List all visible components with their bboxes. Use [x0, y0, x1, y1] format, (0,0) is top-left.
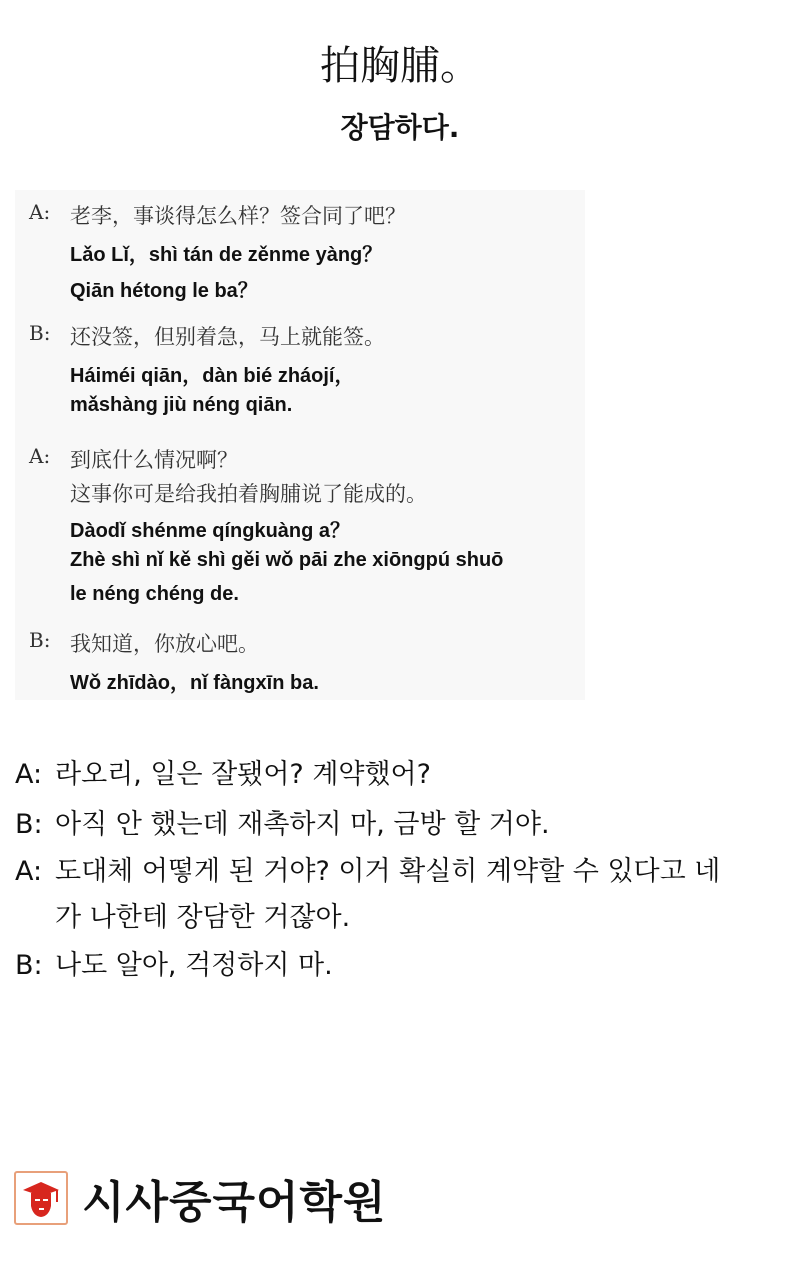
korean-text: 가 나한테 장담한 거잖아. [55, 902, 351, 933]
academy-name: 시사중국어학원 [82, 1177, 387, 1228]
speaker-label: B: [15, 809, 43, 840]
pinyin-line: Zhè shì nǐ kě shì gěi wǒ pāi zhe xiōngpú shuō [70, 549, 504, 571]
graduate-head-icon [14, 1171, 68, 1225]
chinese-line: 到底什么情况啊？ [70, 448, 238, 472]
speaker-label: A: [29, 200, 51, 224]
speaker-label: A: [15, 759, 43, 790]
chinese-line: 这事你可是给我拍着胸脯说了能成的。 [70, 482, 427, 506]
speaker-label: B: [29, 628, 51, 652]
pinyin-line: Lǎo Lǐ，shì tán de zěnme yàng？ [70, 244, 383, 266]
korean-line [15, 854, 720, 890]
korean-line [15, 948, 333, 984]
pinyin-line: Háiméi qiān，dàn bié zháojí， [70, 365, 355, 387]
speaker-label: A: [15, 856, 43, 887]
pinyin-line: Qiān hétong le ba？ [70, 280, 258, 302]
korean-line [15, 757, 431, 793]
chinese-dialogue-box [15, 190, 585, 700]
korean-line [15, 807, 550, 843]
pinyin-line: mǎshàng jiù néng qiān. [70, 394, 293, 416]
speaker-label: A: [29, 444, 51, 468]
academy-logo [14, 1166, 387, 1230]
korean-line [15, 900, 350, 936]
pinyin-line: le néng chéng de. [70, 583, 239, 605]
speaker-label: B: [15, 950, 43, 981]
korean-text: 라오리, 일은 잘됐어? 계약했어? [55, 759, 431, 790]
korean-text: 도대체 어떻게 된 거야? 이거 확실히 계약할 수 있다고 네 [55, 856, 721, 887]
phrase-meaning: 장담하다. [340, 111, 460, 144]
phrase-title: 拍胸脯。 [320, 43, 480, 89]
pinyin-line: Dàodǐ shénme qíngkuàng a？ [70, 520, 351, 542]
chinese-line: 我知道，你放心吧。 [70, 632, 259, 656]
pinyin-line: Wǒ zhīdào，nǐ fàngxīn ba. [70, 672, 319, 694]
chinese-line: 老李，事谈得怎么样？签合同了吧？ [70, 204, 406, 228]
korean-text: 나도 알아, 걱정하지 마. [55, 950, 333, 981]
korean-text: 아직 안 했는데 재촉하지 마, 금방 할 거야. [55, 809, 550, 840]
speaker-label: B: [29, 321, 51, 345]
chinese-line: 还没签，但别着急，马上就能签。 [70, 325, 385, 349]
